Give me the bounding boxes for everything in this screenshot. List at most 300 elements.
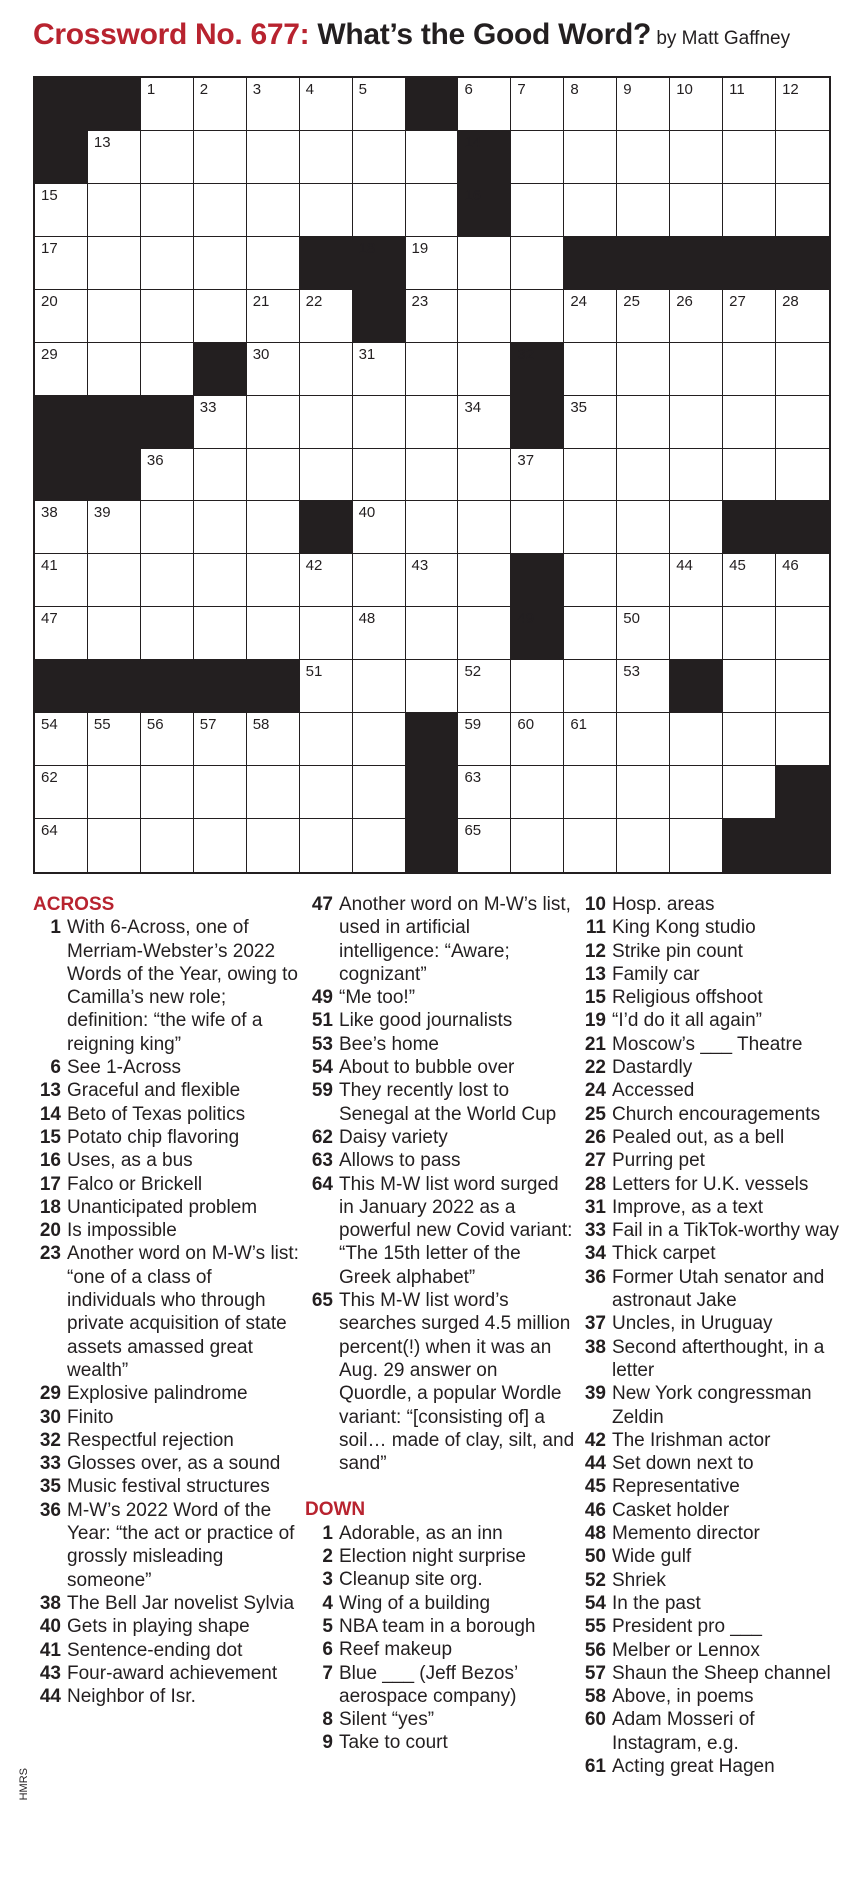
grid-cell[interactable] — [300, 449, 353, 502]
cell-number: 13 — [93, 133, 111, 151]
clue-text: This M-W list word’s searches surged 4.5 million percent(!) when it was an Aug. 29 answer on Quordle, a popular Wordle variant: “[consisting of] a soil… made of clay, silt, and sand” — [339, 1290, 575, 1475]
grid-cell[interactable] — [300, 396, 353, 449]
clue-text: Adam Mosseri of Instagram, e.g. — [612, 1709, 755, 1754]
grid-cell[interactable] — [88, 343, 141, 396]
grid-cell[interactable] — [776, 449, 829, 502]
clue-item — [578, 1242, 840, 1265]
grid-cell[interactable] — [141, 607, 194, 660]
grid-cell[interactable] — [776, 78, 829, 131]
grid-cell[interactable] — [617, 131, 670, 184]
clue-item — [305, 1056, 575, 1079]
grid-cell[interactable] — [88, 131, 141, 184]
grid-cell[interactable] — [194, 396, 247, 449]
cell-number: 29 — [41, 345, 58, 363]
grid-cell[interactable] — [776, 184, 829, 237]
grid-cell[interactable] — [670, 290, 723, 343]
grid-cell[interactable] — [617, 607, 670, 660]
grid-cell[interactable] — [194, 131, 247, 184]
cell-number: 16 — [464, 186, 482, 204]
clue-number: 18 — [39, 1196, 61, 1218]
grid-cell[interactable] — [723, 660, 776, 713]
clue-text: M-W’s 2022 Word of the Year: “the act or practice of grossly misleading someone” — [67, 1499, 295, 1591]
grid-cell[interactable] — [247, 607, 300, 660]
grid-cell[interactable] — [564, 819, 617, 872]
clue-number: 15 — [584, 987, 606, 1009]
grid-cell[interactable] — [300, 660, 353, 713]
clue-item — [305, 1149, 575, 1172]
grid-cell[interactable] — [564, 607, 617, 660]
clue-item — [578, 1662, 840, 1685]
grid-cell[interactable] — [776, 131, 829, 184]
grid-cell[interactable] — [617, 501, 670, 554]
grid-cell[interactable] — [353, 396, 406, 449]
clue-number: 7 — [322, 1662, 333, 1684]
clue-item — [33, 1452, 303, 1475]
grid-cell[interactable] — [670, 78, 723, 131]
clue-text: King Kong studio — [612, 917, 756, 939]
grid-cell[interactable] — [247, 343, 300, 396]
clue-item — [305, 1638, 575, 1661]
grid-cell[interactable] — [564, 131, 617, 184]
clue-item — [578, 1336, 840, 1383]
black-square — [406, 78, 459, 131]
black-square — [88, 660, 141, 713]
black-square — [353, 290, 406, 343]
grid-cell[interactable] — [511, 78, 564, 131]
clue-text: Shaun the Sheep channel — [612, 1662, 831, 1684]
cell-number: 25 — [623, 292, 640, 310]
grid-cell[interactable] — [35, 607, 88, 660]
cell-number: 58 — [252, 716, 270, 734]
grid-cell[interactable] — [194, 819, 247, 872]
clue-item — [578, 1056, 840, 1079]
grid-cell[interactable] — [88, 184, 141, 237]
clue-number: 65 — [311, 1290, 333, 1312]
grid-cell[interactable] — [353, 660, 406, 713]
grid-cell[interactable] — [670, 501, 723, 554]
clue-text: About to bubble over — [339, 1057, 515, 1079]
grid-cell[interactable] — [458, 660, 511, 713]
grid-cell[interactable] — [617, 766, 670, 819]
grid-cell[interactable] — [247, 819, 300, 872]
black-square — [88, 78, 141, 131]
clue-text: Daisy variety — [339, 1126, 448, 1148]
grid-cell[interactable] — [617, 290, 670, 343]
grid-cell[interactable] — [194, 290, 247, 343]
grid-cell[interactable] — [300, 131, 353, 184]
grid-cell[interactable] — [776, 713, 829, 766]
grid-cell[interactable] — [406, 554, 459, 607]
grid-cell[interactable] — [35, 501, 88, 554]
clue-item — [305, 1033, 575, 1056]
black-square — [511, 343, 564, 396]
clue-text: Religious offshoot — [612, 987, 763, 1009]
black-square — [511, 554, 564, 607]
grid-cell[interactable] — [353, 343, 406, 396]
grid-cell[interactable] — [617, 713, 670, 766]
grid-cell[interactable] — [458, 449, 511, 502]
grid-cell[interactable] — [723, 449, 776, 502]
grid-cell[interactable] — [247, 766, 300, 819]
grid-cell[interactable] — [35, 184, 88, 237]
clue-item — [578, 1009, 840, 1032]
grid-cell[interactable] — [247, 131, 300, 184]
grid-cell[interactable] — [458, 501, 511, 554]
grid-cell[interactable] — [247, 184, 300, 237]
clue-item — [578, 1196, 840, 1219]
clue-item — [578, 1266, 840, 1313]
grid-cell[interactable] — [141, 449, 194, 502]
grid-cell[interactable] — [617, 554, 670, 607]
clue-text: NBA team in a borough — [339, 1615, 536, 1637]
grid-cell[interactable] — [458, 396, 511, 449]
cell-number: 23 — [411, 292, 429, 310]
grid-cell[interactable] — [247, 449, 300, 502]
grid-cell[interactable] — [723, 131, 776, 184]
grid-cell[interactable] — [353, 713, 406, 766]
grid-cell[interactable] — [564, 713, 617, 766]
black-square — [723, 237, 776, 290]
cell-number: 36 — [146, 451, 164, 469]
grid-cell[interactable] — [35, 343, 88, 396]
cell-number: 24 — [570, 292, 588, 310]
grid-cell[interactable] — [88, 554, 141, 607]
cell-number: 40 — [358, 504, 376, 522]
grid-cell[interactable] — [564, 184, 617, 237]
black-square — [406, 819, 459, 872]
grid-cell[interactable] — [88, 607, 141, 660]
clue-text: Set down next to — [612, 1453, 754, 1475]
grid-cell[interactable] — [511, 819, 564, 872]
grid-cell[interactable] — [564, 396, 617, 449]
grid-cell[interactable] — [35, 290, 88, 343]
clue-item — [305, 1615, 575, 1638]
grid-cell[interactable] — [564, 554, 617, 607]
grid-cell[interactable] — [511, 766, 564, 819]
grid-cell[interactable] — [723, 290, 776, 343]
grid-cell[interactable] — [723, 184, 776, 237]
grid-cell[interactable] — [141, 713, 194, 766]
grid-cell[interactable] — [670, 131, 723, 184]
grid-cell[interactable] — [458, 78, 511, 131]
clue-number: 14 — [39, 1103, 61, 1125]
grid-cell[interactable] — [353, 78, 406, 131]
grid-cell[interactable] — [141, 290, 194, 343]
grid-cell[interactable] — [776, 554, 829, 607]
grid-cell[interactable] — [194, 607, 247, 660]
grid-cell[interactable] — [194, 501, 247, 554]
clue-number: 51 — [311, 1010, 333, 1032]
clue-item — [33, 1056, 303, 1079]
cell-number: 44 — [676, 557, 693, 575]
clue-item — [33, 1429, 303, 1452]
clue-item — [578, 1475, 840, 1498]
grid-cell[interactable] — [670, 713, 723, 766]
grid-cell[interactable] — [300, 554, 353, 607]
puzzle-byline: by Matt Gaffney — [651, 28, 791, 49]
grid-cell[interactable] — [511, 660, 564, 713]
grid-cell[interactable] — [564, 501, 617, 554]
cell-number: 10 — [676, 81, 693, 98]
grid-cell[interactable] — [194, 713, 247, 766]
grid-cell[interactable] — [406, 607, 459, 660]
cell-number: 43 — [411, 557, 429, 575]
grid-cell[interactable] — [511, 184, 564, 237]
grid-cell[interactable] — [511, 501, 564, 554]
black-square — [776, 501, 829, 554]
grid-cell[interactable] — [458, 343, 511, 396]
grid-cell[interactable] — [141, 819, 194, 872]
cell-number: 47 — [41, 610, 58, 628]
grid-cell[interactable] — [511, 449, 564, 502]
grid-cell[interactable] — [141, 237, 194, 290]
grid-cell[interactable] — [247, 396, 300, 449]
black-square — [564, 237, 617, 290]
clue-text: Casket holder — [612, 1499, 730, 1521]
clue-item — [578, 1639, 840, 1662]
grid-cell[interactable] — [617, 184, 670, 237]
grid-cell[interactable] — [670, 819, 723, 872]
grid-cell[interactable] — [723, 713, 776, 766]
grid-cell[interactable] — [247, 501, 300, 554]
grid-cell[interactable] — [88, 501, 141, 554]
clue-text: President pro ___ — [612, 1616, 762, 1638]
grid-cell[interactable] — [617, 819, 670, 872]
grid-cell[interactable] — [194, 237, 247, 290]
grid-cell[interactable] — [723, 554, 776, 607]
puzzle-number: Crossword No. 677: — [33, 18, 310, 51]
grid-cell[interactable] — [35, 819, 88, 872]
grid-cell[interactable] — [458, 237, 511, 290]
grid-cell[interactable] — [511, 290, 564, 343]
clue-text: Blue ___ (Jeff Bezos’ aerospace company) — [339, 1662, 518, 1707]
clue-item — [578, 1033, 840, 1056]
clue-number: 30 — [39, 1406, 61, 1428]
grid-cell[interactable] — [300, 713, 353, 766]
cell-number: 34 — [464, 398, 482, 416]
clue-number: 53 — [311, 1033, 333, 1055]
clue-column-1 — [33, 893, 303, 1708]
grid-cell[interactable] — [247, 290, 300, 343]
grid-cell[interactable] — [88, 713, 141, 766]
grid-cell[interactable] — [458, 554, 511, 607]
grid-cell[interactable] — [353, 184, 406, 237]
grid-cell[interactable] — [88, 819, 141, 872]
grid-cell[interactable] — [300, 766, 353, 819]
grid-cell[interactable] — [247, 78, 300, 131]
grid-cell[interactable] — [723, 766, 776, 819]
clue-item — [305, 1009, 575, 1032]
grid-cell[interactable] — [88, 766, 141, 819]
grid-cell[interactable] — [194, 554, 247, 607]
grid-cell[interactable] — [458, 713, 511, 766]
grid-cell[interactable] — [406, 343, 459, 396]
clue-number: 8 — [322, 1709, 333, 1731]
grid-cell[interactable] — [353, 449, 406, 502]
grid-cell[interactable] — [511, 131, 564, 184]
cell-number: 28 — [782, 292, 799, 310]
clue-text: Falco or Brickell — [67, 1173, 203, 1195]
grid-cell[interactable] — [406, 237, 459, 290]
clue-number: 54 — [584, 1592, 606, 1614]
grid-cell[interactable] — [776, 343, 829, 396]
grid-cell[interactable] — [458, 766, 511, 819]
grid-cell[interactable] — [141, 184, 194, 237]
grid-cell[interactable] — [35, 713, 88, 766]
clue-item — [578, 1685, 840, 1708]
grid-cell[interactable] — [723, 343, 776, 396]
grid-cell[interactable] — [194, 78, 247, 131]
grid-cell[interactable] — [194, 449, 247, 502]
clue-text: Above, in poems — [612, 1686, 754, 1708]
cell-number: 52 — [464, 663, 482, 681]
grid-cell[interactable] — [35, 554, 88, 607]
grid-cell[interactable] — [247, 237, 300, 290]
grid-cell[interactable] — [564, 449, 617, 502]
clue-number: 11 — [585, 917, 606, 939]
clue-text: Moscow’s ___ Theatre — [612, 1033, 803, 1055]
cell-number: 30 — [252, 345, 270, 363]
grid-cell[interactable] — [353, 554, 406, 607]
cell-number: 42 — [305, 557, 323, 575]
grid-cell[interactable] — [670, 184, 723, 237]
grid-cell[interactable] — [300, 607, 353, 660]
grid-cell[interactable] — [564, 766, 617, 819]
grid-cell[interactable] — [511, 713, 564, 766]
clue-item — [33, 1662, 303, 1685]
clue-item — [33, 1242, 303, 1382]
grid-cell[interactable] — [776, 396, 829, 449]
grid-cell[interactable] — [88, 290, 141, 343]
grid-cell[interactable] — [194, 184, 247, 237]
grid-cell[interactable] — [247, 554, 300, 607]
grid-cell[interactable] — [776, 660, 829, 713]
grid-cell[interactable] — [141, 554, 194, 607]
grid-cell[interactable] — [723, 78, 776, 131]
grid-cell[interactable] — [406, 290, 459, 343]
clue-number: 50 — [584, 1546, 606, 1568]
grid-cell[interactable] — [406, 660, 459, 713]
clue-text: Four-award achievement — [67, 1662, 278, 1684]
grid-cell[interactable] — [141, 78, 194, 131]
cell-number: 21 — [252, 292, 270, 310]
grid-cell[interactable] — [300, 78, 353, 131]
clue-item — [578, 1708, 840, 1755]
clue-number: 26 — [584, 1126, 606, 1148]
grid-cell[interactable] — [776, 290, 829, 343]
grid-cell[interactable] — [141, 131, 194, 184]
black-square — [406, 766, 459, 819]
grid-cell[interactable] — [141, 501, 194, 554]
grid-cell[interactable] — [617, 449, 670, 502]
grid-cell[interactable] — [458, 290, 511, 343]
grid-cell[interactable] — [723, 396, 776, 449]
cell-number: 48 — [358, 610, 376, 628]
clue-number: 9 — [322, 1732, 333, 1754]
clue-number: 4 — [322, 1592, 333, 1614]
grid-cell[interactable] — [617, 396, 670, 449]
grid-cell[interactable] — [353, 131, 406, 184]
grid-cell[interactable] — [300, 343, 353, 396]
grid-cell[interactable] — [670, 766, 723, 819]
grid-cell[interactable] — [670, 343, 723, 396]
grid-cell[interactable] — [353, 766, 406, 819]
black-square — [35, 396, 88, 449]
grid-cell[interactable] — [35, 766, 88, 819]
grid-cell[interactable] — [88, 237, 141, 290]
black-square — [458, 184, 511, 237]
grid-cell[interactable] — [670, 554, 723, 607]
grid-cell[interactable] — [300, 184, 353, 237]
grid-cell[interactable] — [511, 237, 564, 290]
clue-text: Bee’s home — [339, 1033, 439, 1055]
puzzle-name: What’s the Good Word? — [309, 18, 652, 51]
grid-cell[interactable] — [353, 501, 406, 554]
grid-cell[interactable] — [353, 607, 406, 660]
clue-text: Reef makeup — [339, 1639, 453, 1661]
grid-cell[interactable] — [564, 660, 617, 713]
clue-item — [578, 1173, 840, 1196]
clue-item — [578, 1755, 840, 1778]
grid-cell[interactable] — [406, 184, 459, 237]
grid-cell[interactable] — [617, 78, 670, 131]
clue-item — [33, 1615, 303, 1638]
grid-cell[interactable] — [194, 766, 247, 819]
clue-text: Strike pin count — [612, 940, 743, 962]
grid-cell[interactable] — [406, 396, 459, 449]
clue-number: 19 — [584, 1010, 606, 1032]
grid-cell[interactable] — [723, 607, 776, 660]
grid-cell[interactable] — [353, 819, 406, 872]
clue-number: 60 — [584, 1709, 606, 1731]
clue-item — [33, 916, 303, 1056]
grid-cell[interactable] — [35, 237, 88, 290]
clue-number: 28 — [584, 1173, 606, 1195]
grid-cell[interactable] — [406, 501, 459, 554]
cell-number: 1 — [146, 81, 156, 98]
grid-cell[interactable] — [300, 819, 353, 872]
grid-cell[interactable] — [564, 78, 617, 131]
clue-text: Unanticipated problem — [67, 1196, 258, 1218]
clue-item — [305, 1173, 575, 1289]
grid-cell[interactable] — [300, 290, 353, 343]
grid-cell[interactable] — [564, 290, 617, 343]
grid-cell[interactable] — [406, 131, 459, 184]
grid-cell[interactable] — [776, 607, 829, 660]
black-square — [776, 237, 829, 290]
grid-cell[interactable] — [141, 766, 194, 819]
grid-cell[interactable] — [670, 396, 723, 449]
clue-number: 64 — [311, 1173, 333, 1195]
grid-cell[interactable] — [617, 343, 670, 396]
clue-number: 40 — [39, 1616, 61, 1638]
grid-cell[interactable] — [617, 660, 670, 713]
clue-text: Uncles, in Uruguay — [612, 1313, 773, 1335]
grid-cell[interactable] — [670, 449, 723, 502]
grid-cell[interactable] — [406, 449, 459, 502]
grid-cell[interactable] — [141, 343, 194, 396]
clue-item — [305, 1592, 575, 1615]
grid-cell[interactable] — [564, 343, 617, 396]
clue-column-3 — [578, 893, 840, 1778]
grid-cell[interactable] — [458, 607, 511, 660]
grid-cell[interactable] — [458, 819, 511, 872]
clue-text: Former Utah senator and astronaut Jake — [612, 1266, 825, 1312]
cell-number: 17 — [41, 239, 58, 257]
cell-number: 32 — [517, 345, 535, 363]
grid-cell[interactable] — [670, 607, 723, 660]
grid-cell[interactable] — [247, 713, 300, 766]
